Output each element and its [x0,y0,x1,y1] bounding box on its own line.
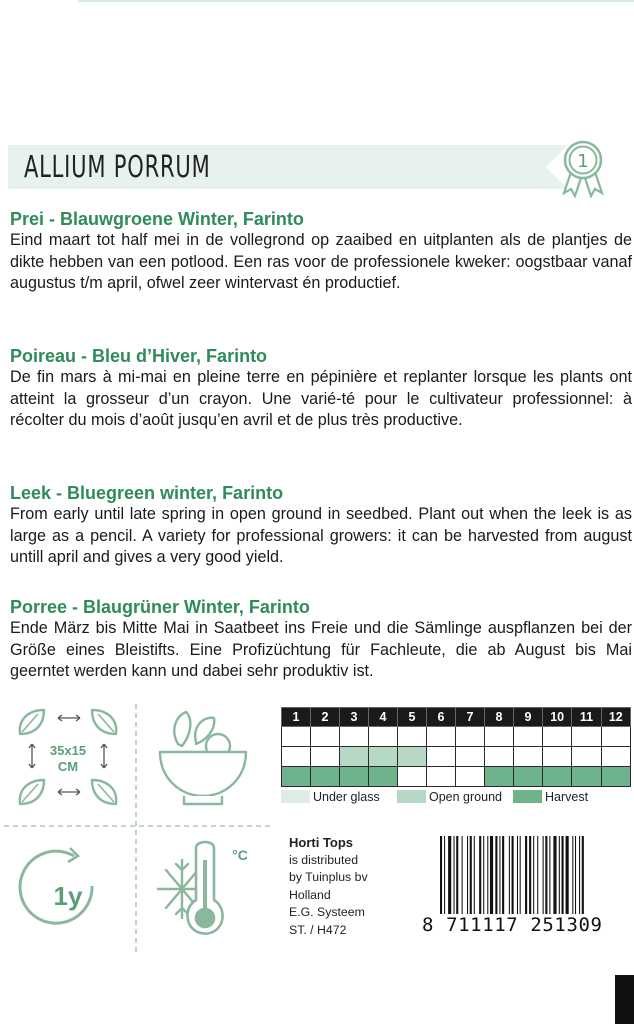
calendar-cell [572,747,601,767]
top-divider-line [78,0,634,2]
calendar-row-open-ground [282,747,631,767]
barcode-bar [499,836,500,916]
legend-under-glass [281,790,380,804]
calendar-month-row [282,708,631,727]
calendar-cell [485,727,514,747]
calendar-month-8: 8 [485,708,514,727]
barcode-bar [517,836,518,916]
calendar-cell [572,727,601,747]
spacing-unit: CM [57,759,79,774]
barcode-bar [479,836,481,916]
barcode-bar [545,836,547,916]
calendar-cell [369,767,398,787]
legend-swatch [281,790,310,803]
section-body: De fin mars à mi-mai en pleine terre en pépinière et replanter lorsque les plants ont atteint la grosseur d’un crayon. Une varié-té pour le cultivateur professionnel: à récolter du mois d’août jusqu’en avril et de plus très productive. [10,368,632,429]
calendar-cell [514,767,543,787]
calendar-month-12: 12 [601,708,630,727]
barcode-bar [490,836,493,916]
section-heading: Leek - Bluegreen winter, Farinto [10,483,284,503]
legend-label: Harvest [545,790,589,804]
calendar-cell [601,727,630,747]
section-french [10,345,632,432]
barcode-bar [553,836,556,916]
barcode-bar [572,836,573,916]
calendar-cell [572,767,601,787]
lifecycle-label: 1y [53,881,83,911]
section-body: Ende März bis Mitte Mai in Saatbeet ins Freie und die Sämlinge auspflanzen bei der Größe eines Bleistifts. Eine Profizüchtung für Fachleute, die ab August bis Mai geerntet werden kann und dabei sehr produktiv ist. [10,619,632,680]
calendar-month-6: 6 [427,708,456,727]
barcode-bar [483,836,484,916]
section-dutch [10,208,632,295]
barcode-bar [462,836,463,916]
distributor-line: Holland [289,887,331,902]
calendar-cell [485,747,514,767]
calendar-month-11: 11 [572,708,601,727]
ribbon-badge-icon [554,138,612,198]
legend-label: Under glass [313,790,380,804]
calendar-cell [398,727,427,747]
spacing-size: 35x15 [49,743,87,758]
calendar-cell [543,727,572,747]
barcode-bar [467,836,468,916]
barcode-bar [454,836,455,916]
calendar-cell [398,747,427,767]
calendar-cell [369,747,398,767]
calendar-cell [601,767,630,787]
calendar-cell [601,747,630,767]
distributor-line: ST. / H472 [289,922,347,937]
calendar-cell [282,727,311,747]
legend-harvest [513,790,588,804]
section-body: From early until late spring in open ground in seedbed. Plant out when the leek is as large as a pencil. A variety for professional growers: it can be harvested from august untill april and gives a very good yield. [10,505,632,566]
barcode-bar [579,836,580,916]
barcode-bar [549,836,550,916]
calendar-cell [456,767,485,787]
icon-panel [0,700,280,960]
calendar-row-harvest [282,767,631,787]
calendar-cell [311,747,340,767]
legend-open-ground [397,790,502,804]
calendar-cell [456,747,485,767]
calendar-cell [340,727,369,747]
calendar-month-2: 2 [311,708,340,727]
calendar-cell [311,727,340,747]
calendar-cell [543,747,572,767]
barcode-bar [520,836,521,916]
barcode-bar [529,836,531,916]
calendar-row-under-glass [282,727,631,747]
barcode-bar [525,836,527,916]
calendar-cell [514,727,543,747]
badge-number: 1 [577,151,589,172]
calendar-cell [282,747,311,767]
calendar-cell [427,747,456,767]
calendar-cell [485,767,514,787]
section-english [10,482,632,569]
barcode-bar [575,836,576,916]
section-german [10,596,632,683]
section-body: Eind maart tot half mei in de vollegrond op zaaibed en uitplanten als de plantjes de dikte hebben van een potlood. Een ras voor de professionele kweker: oogstbaar vanaf augustus t/m april, ofwel zeer wintervast én productief. [10,231,632,292]
barcode-bar [543,836,544,916]
brand-name: Horti Tops [289,835,354,850]
barcode-number: 8 711117 251309 [422,914,603,936]
distributor-line: is distributed [289,852,359,867]
calendar-cell [311,767,340,787]
latin-name-title: ALLIUM PORRUM [24,150,211,185]
barcode-bar [474,836,475,916]
calendar-month-3: 3 [340,708,369,727]
distributor-line: E.G. Systeem [289,905,365,919]
calendar-month-10: 10 [543,708,572,727]
calendar-cell [543,767,572,787]
barcode-bar [559,836,560,916]
calendar-cell [369,727,398,747]
edge-black-bar [615,975,634,1024]
distributor-line: by Tuinplus bv [289,870,368,884]
legend-swatch [513,790,542,803]
harvest-bowl-icon [160,712,246,804]
barcode-bar [512,836,514,916]
barcode-bar [495,836,497,916]
calendar-month-4: 4 [369,708,398,727]
calendar-cell [340,747,369,767]
calendar-month-9: 9 [514,708,543,727]
legend-label: Open ground [429,790,502,804]
barcode-bar [470,836,472,916]
sowing-calendar [281,707,631,787]
barcode-bar [566,836,569,916]
calendar-cell [456,727,485,747]
barcode-bar [582,836,584,916]
barcode-bar [562,836,564,916]
calendar-cell [427,767,456,787]
barcode-bar [456,836,458,916]
calendar-month-5: 5 [398,708,427,727]
calendar-cell [282,767,311,787]
section-heading: Poireau - Bleu d’Hiver, Farinto [10,346,268,366]
calendar-cell [398,767,427,787]
distributor-info [289,834,368,939]
legend-swatch [397,790,426,803]
section-heading: Prei - Blauwgroene Winter, Farinto [10,209,304,229]
temperature-unit: °C [232,847,248,863]
barcode-bar [448,836,451,916]
calendar-cell [340,767,369,787]
section-heading: Porree - Blaugrüner Winter, Farinto [10,597,310,617]
calendar-month-7: 7 [456,708,485,727]
barcode-bar [502,836,504,916]
barcode-bar [509,836,510,916]
calendar-cell [427,727,456,747]
calendar-cell [514,747,543,767]
barcode-bar [487,836,488,916]
calendar-month-1: 1 [282,708,311,727]
